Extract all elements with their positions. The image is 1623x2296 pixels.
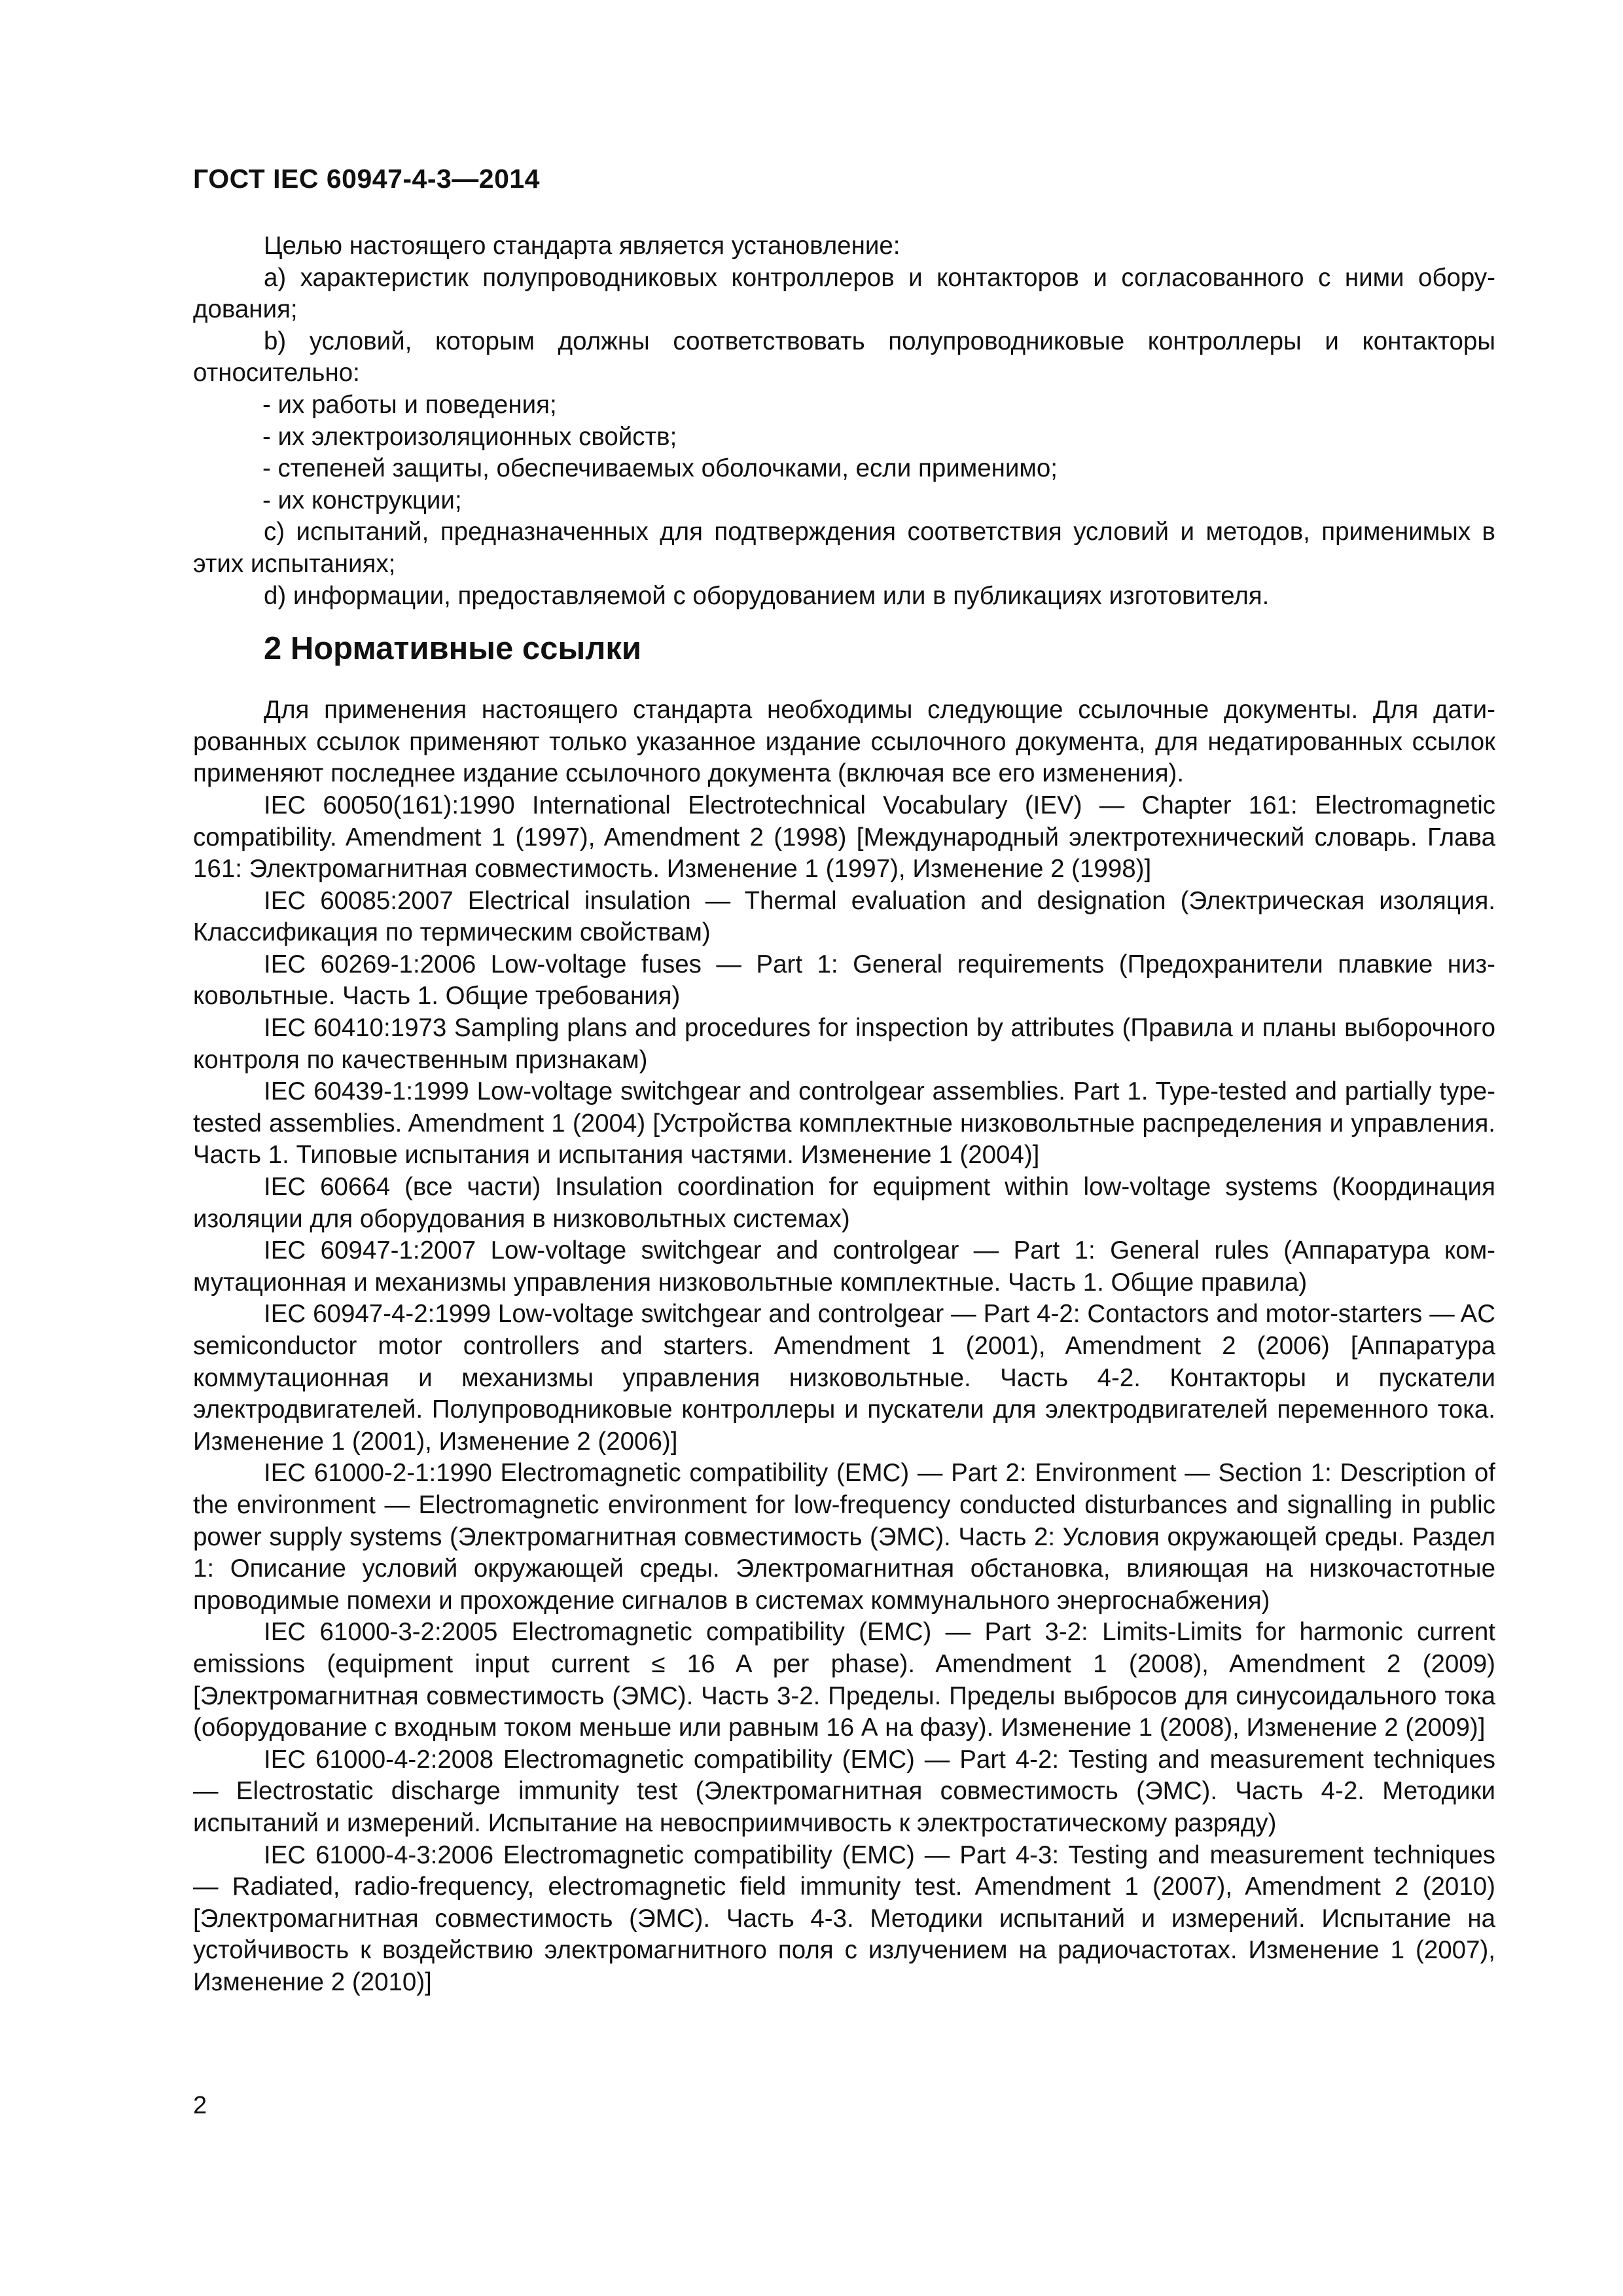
- dash-item: - их работы и поведения;: [262, 390, 557, 419]
- dash-item: - их электроизоляционных свойств;: [262, 422, 677, 451]
- page-content: [193, 230, 1495, 1998]
- section-intro: Для применения настоящего стандарта необходимы следующие ссылочные документы. Для датированных ссылок применяют только указанное издание ссылочного документа, для недатированных ссылок применяют последнее издание ссылочного документа (включая все его изменения).: [193, 696, 1495, 788]
- reference-item: IEC 60269-1:2006 Low-voltage fuses — Part 1: General requirements (Предохранители плавкие низковольтные. Часть 1. Общие требования): [193, 950, 1495, 1011]
- dash-item: - степеней защиты, обеспечиваемых оболочками, если применимо;: [262, 454, 1058, 483]
- reference-item: IEC 60410:1973 Sampling plans and procedures for inspection by attributes (Правила и планы выборочного контроля по качественным признакам): [193, 1014, 1495, 1074]
- section-title: 2 Нормативные ссылки: [264, 631, 641, 667]
- intro-item-c: c) испытаний, предназначенных для подтверждения соответствия условий и методов, применимых в этих испытаниях;: [193, 518, 1495, 578]
- reference-item: IEC 60085:2007 Electrical insulation — Thermal evaluation and designation (Электрическая изоляция. Классификация по термическим свойствам): [193, 886, 1495, 947]
- page-number: 2: [193, 2092, 207, 2119]
- reference-item: IEC 60439-1:1999 Low-voltage switchgear and controlgear assemblies. Part 1. Type-tested and partially type-tested assemblies. Amendment 1 (2004) [Устройства комплектные низковольтные распределения и управления. Часть 1. Типовые испытания и испытания частями. Изменение 1 (2004)]: [193, 1077, 1495, 1170]
- reference-item: IEC 60664 (все части) Insulation coordination for equipment within low-voltage systems (Координация изоляции для оборудования в низковольтных системах): [193, 1173, 1495, 1233]
- intro-item-d: d) информации, предоставляемой с оборудованием или в публикациях изготовителя.: [264, 581, 1270, 610]
- intro-item-b: b) условий, которым должны соответствовать полупроводниковые контроллеры и контакторы относительно:: [193, 327, 1495, 387]
- intro-lead: Целью настоящего стандарта является установление:: [264, 232, 901, 260]
- reference-item: IEC 61000-4-2:2008 Electromagnetic compatibility (EMC) — Part 4-2: Testing and measurement techniques — Electrostatic discharge immunity test (Электромагнитная совместимость (ЭМС). Часть 4-2. Методики испытаний и измерений. Испытание на невосприимчивость к электростатическому разряду): [193, 1745, 1495, 1837]
- dash-item: - их конструкции;: [262, 486, 462, 514]
- reference-item: IEC 60050(161):1990 International Electrotechnical Vocabulary (IEV) — Chapter 161: Electromagnetic compatibility. Amendment 1 (1997), Amendment 2 (1998) [Международный электротехнический словарь. Глава 161: Электромагнитная совместимость. Изменение 1 (1997), Изменение 2 (1998)]: [193, 791, 1495, 884]
- reference-item: IEC 60947-1:2007 Low-voltage switchgear and controlgear — Part 1: General rules (Аппаратура коммутационная и механизмы управления низковольтные комплектные. Часть 1. Общие правила): [193, 1236, 1495, 1297]
- intro-item-a: a) характеристик полупроводниковых контроллеров и контакторов и согласованного с ними оборудования;: [193, 263, 1495, 324]
- reference-item: IEC 61000-2-1:1990 Electromagnetic compatibility (EMC) — Part 2: Environment — Section 1: Description of the environment — Electromagnetic environment for low-frequency conducted disturbances and signalling in public power supply systems (Электромагнитная совместимость (ЭМС). Часть 2: Условия окружающей среды. Раздел 1: Описание условий окружающей среды. Электромагнитная обстановка, влияющая на низкочастотные проводимые помехи и прохождение сигналов в системах коммунального энергоснабжения): [193, 1459, 1495, 1615]
- page-header: ГОСТ IEC 60947-4-3—2014: [193, 164, 540, 194]
- reference-item: IEC 60947-4-2:1999 Low-voltage switchgear and controlgear — Part 4-2: Contactors and motor-starters — AC semiconductor motor controllers and starters. Amendment 1 (2001), Amendment 2 (2006) [Аппаратура коммутационная и механизмы управления низковольтные. Часть 4-2. Контакторы и пускатели электродвигателей. Полупроводниковые контроллеры и пускатели для электродвигателей переменного тока. Изменение 1 (2001), Изменение 2 (2006)]: [193, 1300, 1495, 1456]
- reference-item: IEC 61000-3-2:2005 Electromagnetic compatibility (EMC) — Part 3-2: Limits-Limits for harmonic current emissions (equipment input current ≤ 16 A per phase). Amendment 1 (2008), Amendment 2 (2009) [Электромагнитная совместимость (ЭМС). Часть 3-2. Пределы. Пределы выбросов для синусоидального тока (оборудование с входным током меньше или равным 16 А на фазу). Изменение 1 (2008), Изменение 2 (2009)]: [193, 1618, 1495, 1742]
- reference-item: IEC 61000-4-3:2006 Electromagnetic compatibility (EMC) — Part 4-3: Testing and measurement techniques — Radiated, radio-frequency, electromagnetic field immunity test. Amendment 1 (2007), Amendment 2 (2010) [Электромагнитная совместимость (ЭМС). Часть 4-3. Методики испытаний и измерений. Испытание на устойчивость к воздействию электромагнитного поля с излучением на радиочастотах. Изменение 1 (2007), Изменение 2 (2010)]: [193, 1840, 1495, 1996]
